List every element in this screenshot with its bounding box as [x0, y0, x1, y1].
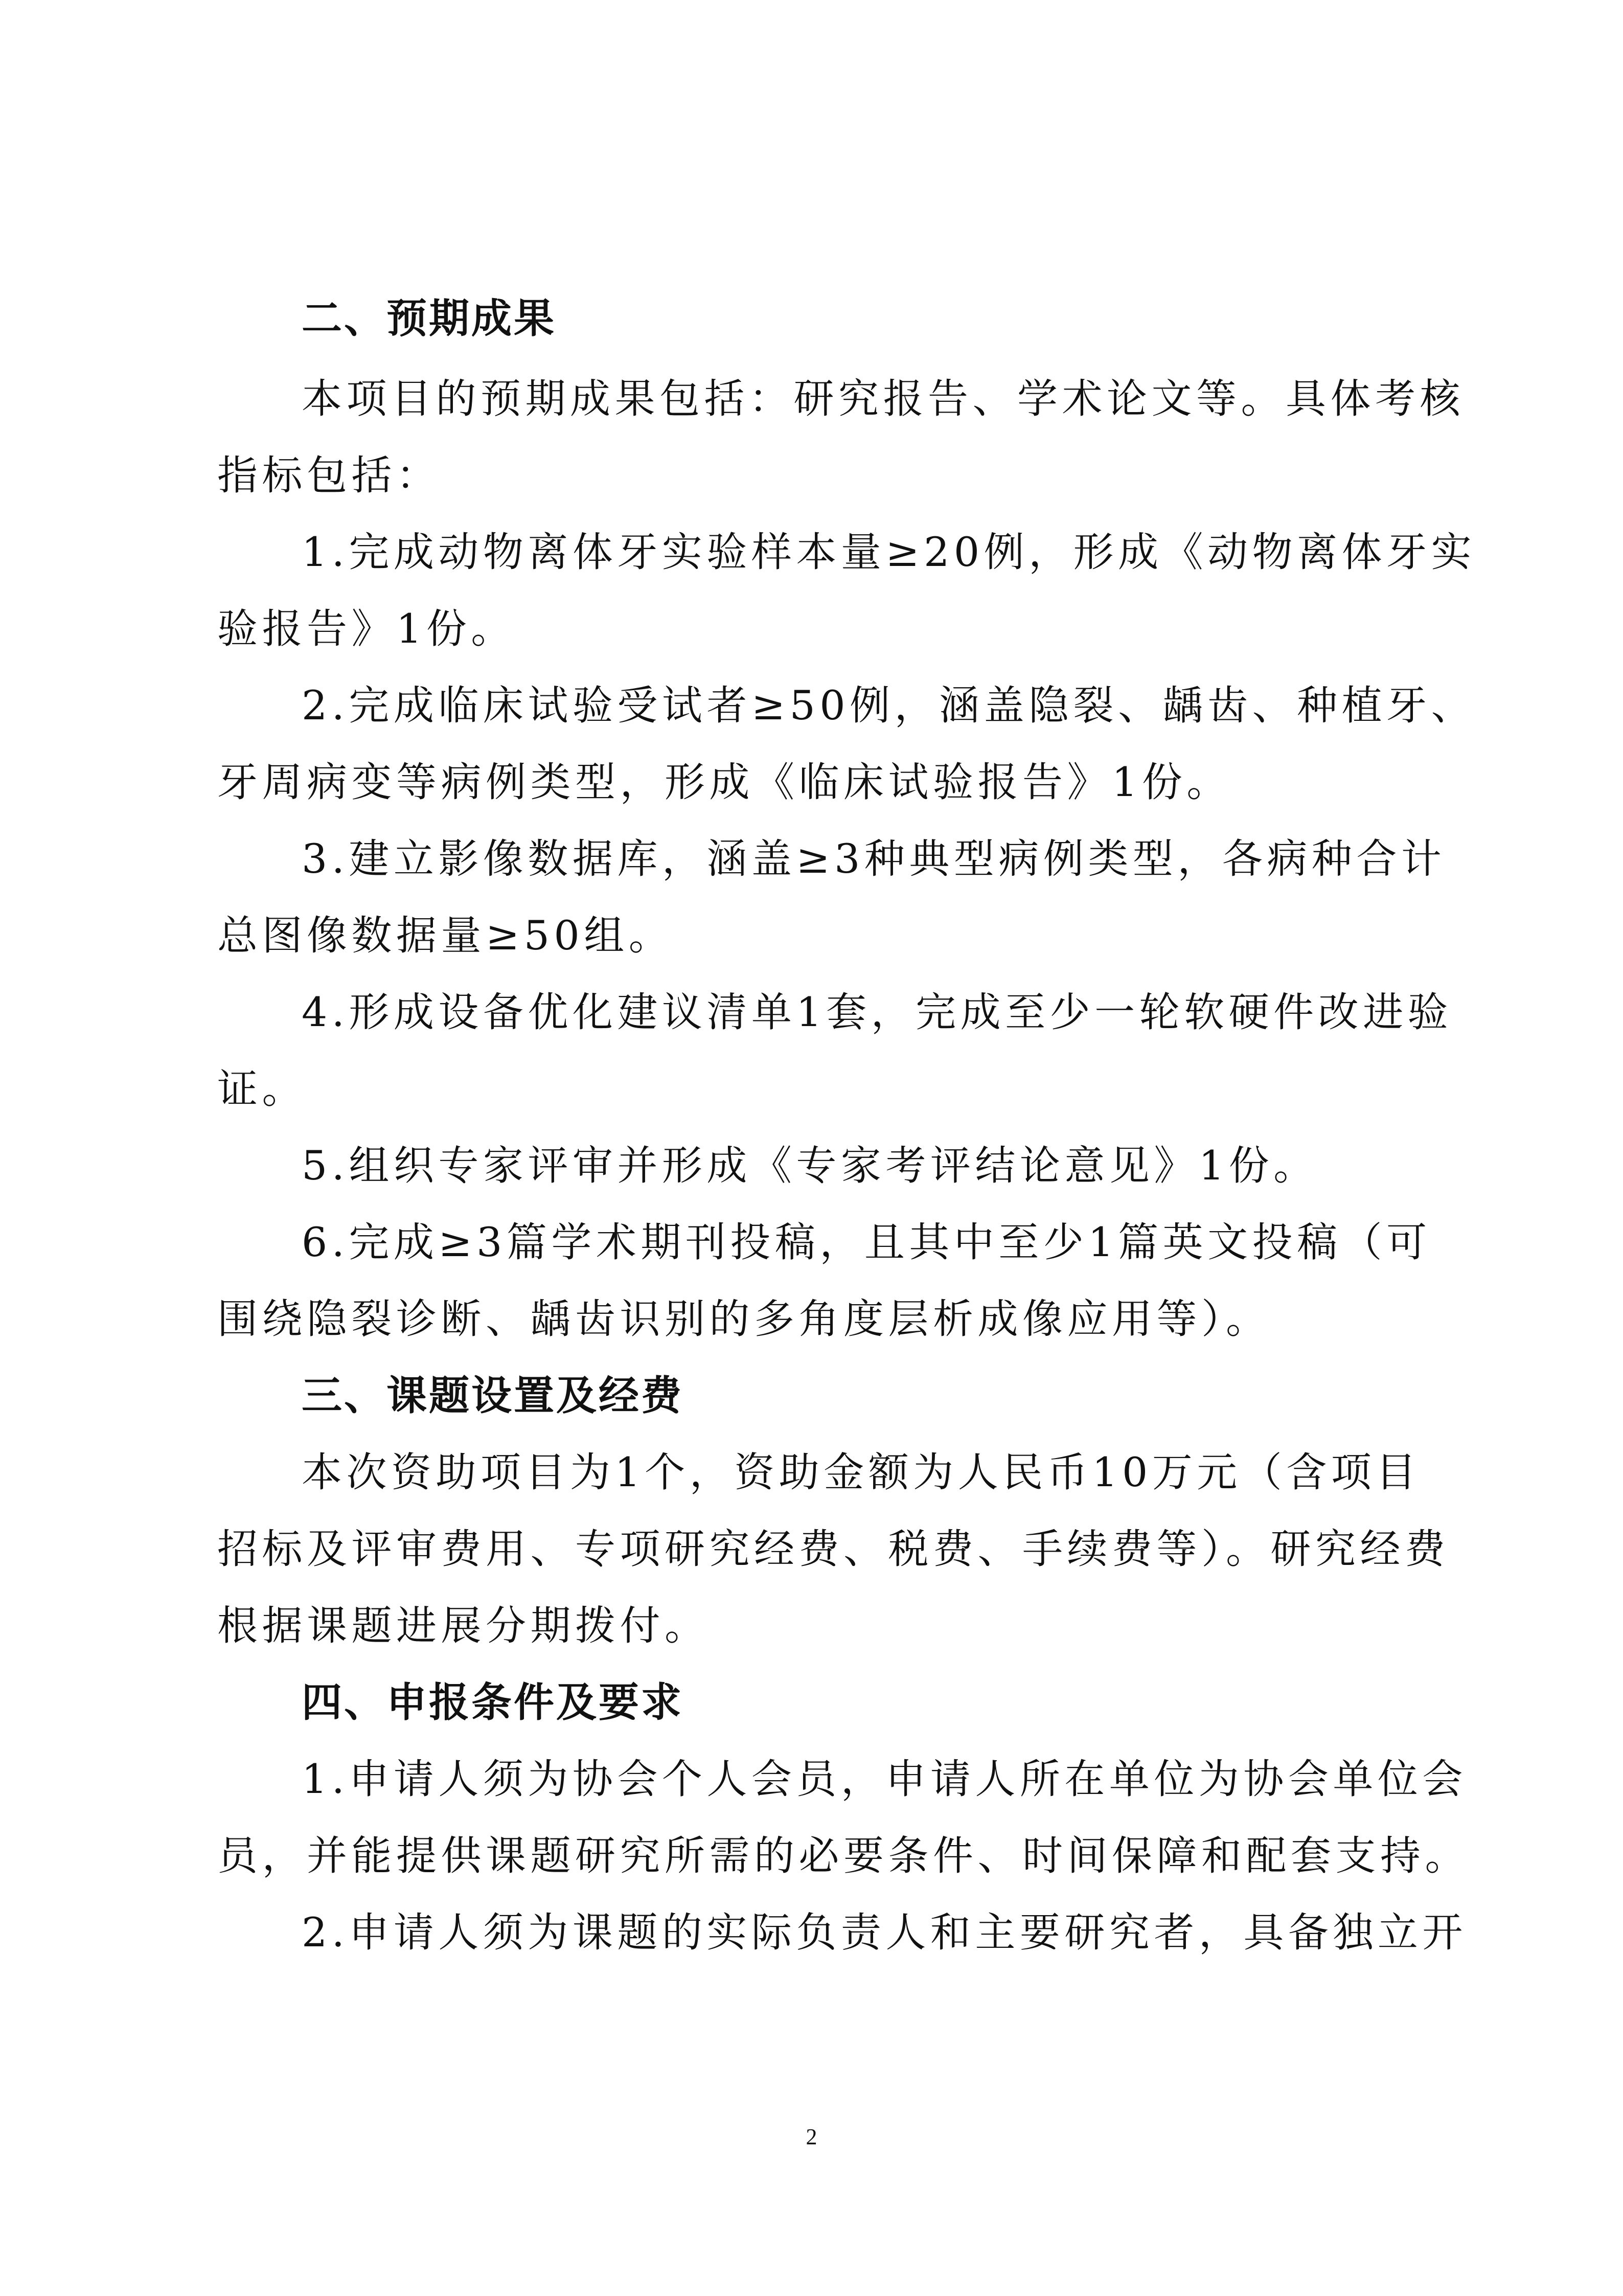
list-item-3-line: 3.建立影像数据库，涵盖≥3种典型病例类型，各病种合计 — [302, 835, 1446, 882]
list-item-4-line: 4.形成设备优化建议清单1套，完成至少一轮软硬件改进验 — [302, 989, 1453, 1036]
section-heading-expected-results: 二、预期成果 — [302, 294, 556, 342]
list-item-4-line: 证。 — [217, 1065, 307, 1112]
section-heading-topic-funding: 三、课题设置及经费 — [302, 1372, 683, 1419]
list-item-6-line: 6.完成≥3篇学术期刊投稿，且其中至少1篇英文投稿（可 — [302, 1219, 1431, 1266]
paragraph-line: 本次资助项目为1个，资助金额为人民币10万元（含项目 — [302, 1449, 1421, 1496]
paragraph-line: 指标包括： — [217, 452, 441, 499]
list-item-3-line: 总图像数据量≥50组。 — [217, 912, 674, 959]
paragraph-line: 本项目的预期成果包括：研究报告、学术论文等。具体考核 — [302, 375, 1465, 422]
list-item-5-line: 5.组织专家评审并形成《专家考评结论意见》1份。 — [302, 1142, 1318, 1189]
list-item-6-line: 围绕隐裂诊断、龋齿识别的多角度层析成像应用等）。 — [217, 1295, 1271, 1343]
requirement-item-1-line: 1.申请人须为协会个人会员，申请人所在单位为协会单位会 — [302, 1756, 1467, 1803]
page-number: 2 — [806, 2124, 817, 2149]
requirement-item-1-line: 员，并能提供课题研究所需的必要条件、时间保障和配套支持。 — [217, 1832, 1470, 1879]
section-heading-application-requirements: 四、申报条件及要求 — [302, 1678, 683, 1726]
list-item-1-line: 验报告》1份。 — [217, 605, 516, 652]
paragraph-line: 根据课题进展分期拨付。 — [217, 1602, 710, 1649]
list-item-1-line: 1.完成动物离体牙实验样本量≥20例，形成《动物离体牙实 — [302, 529, 1476, 576]
requirement-item-2-line: 2.申请人须为课题的实际负责人和主要研究者，具备独立开 — [302, 1909, 1467, 1956]
paragraph-line: 招标及评审费用、专项研究经费、税费、手续费等）。研究经费 — [217, 1526, 1450, 1573]
list-item-2-line: 2.完成临床试验受试者≥50例，涵盖隐裂、龋齿、种植牙、 — [302, 682, 1476, 729]
list-item-2-line: 牙周病变等病例类型，形成《临床试验报告》1份。 — [217, 759, 1231, 806]
